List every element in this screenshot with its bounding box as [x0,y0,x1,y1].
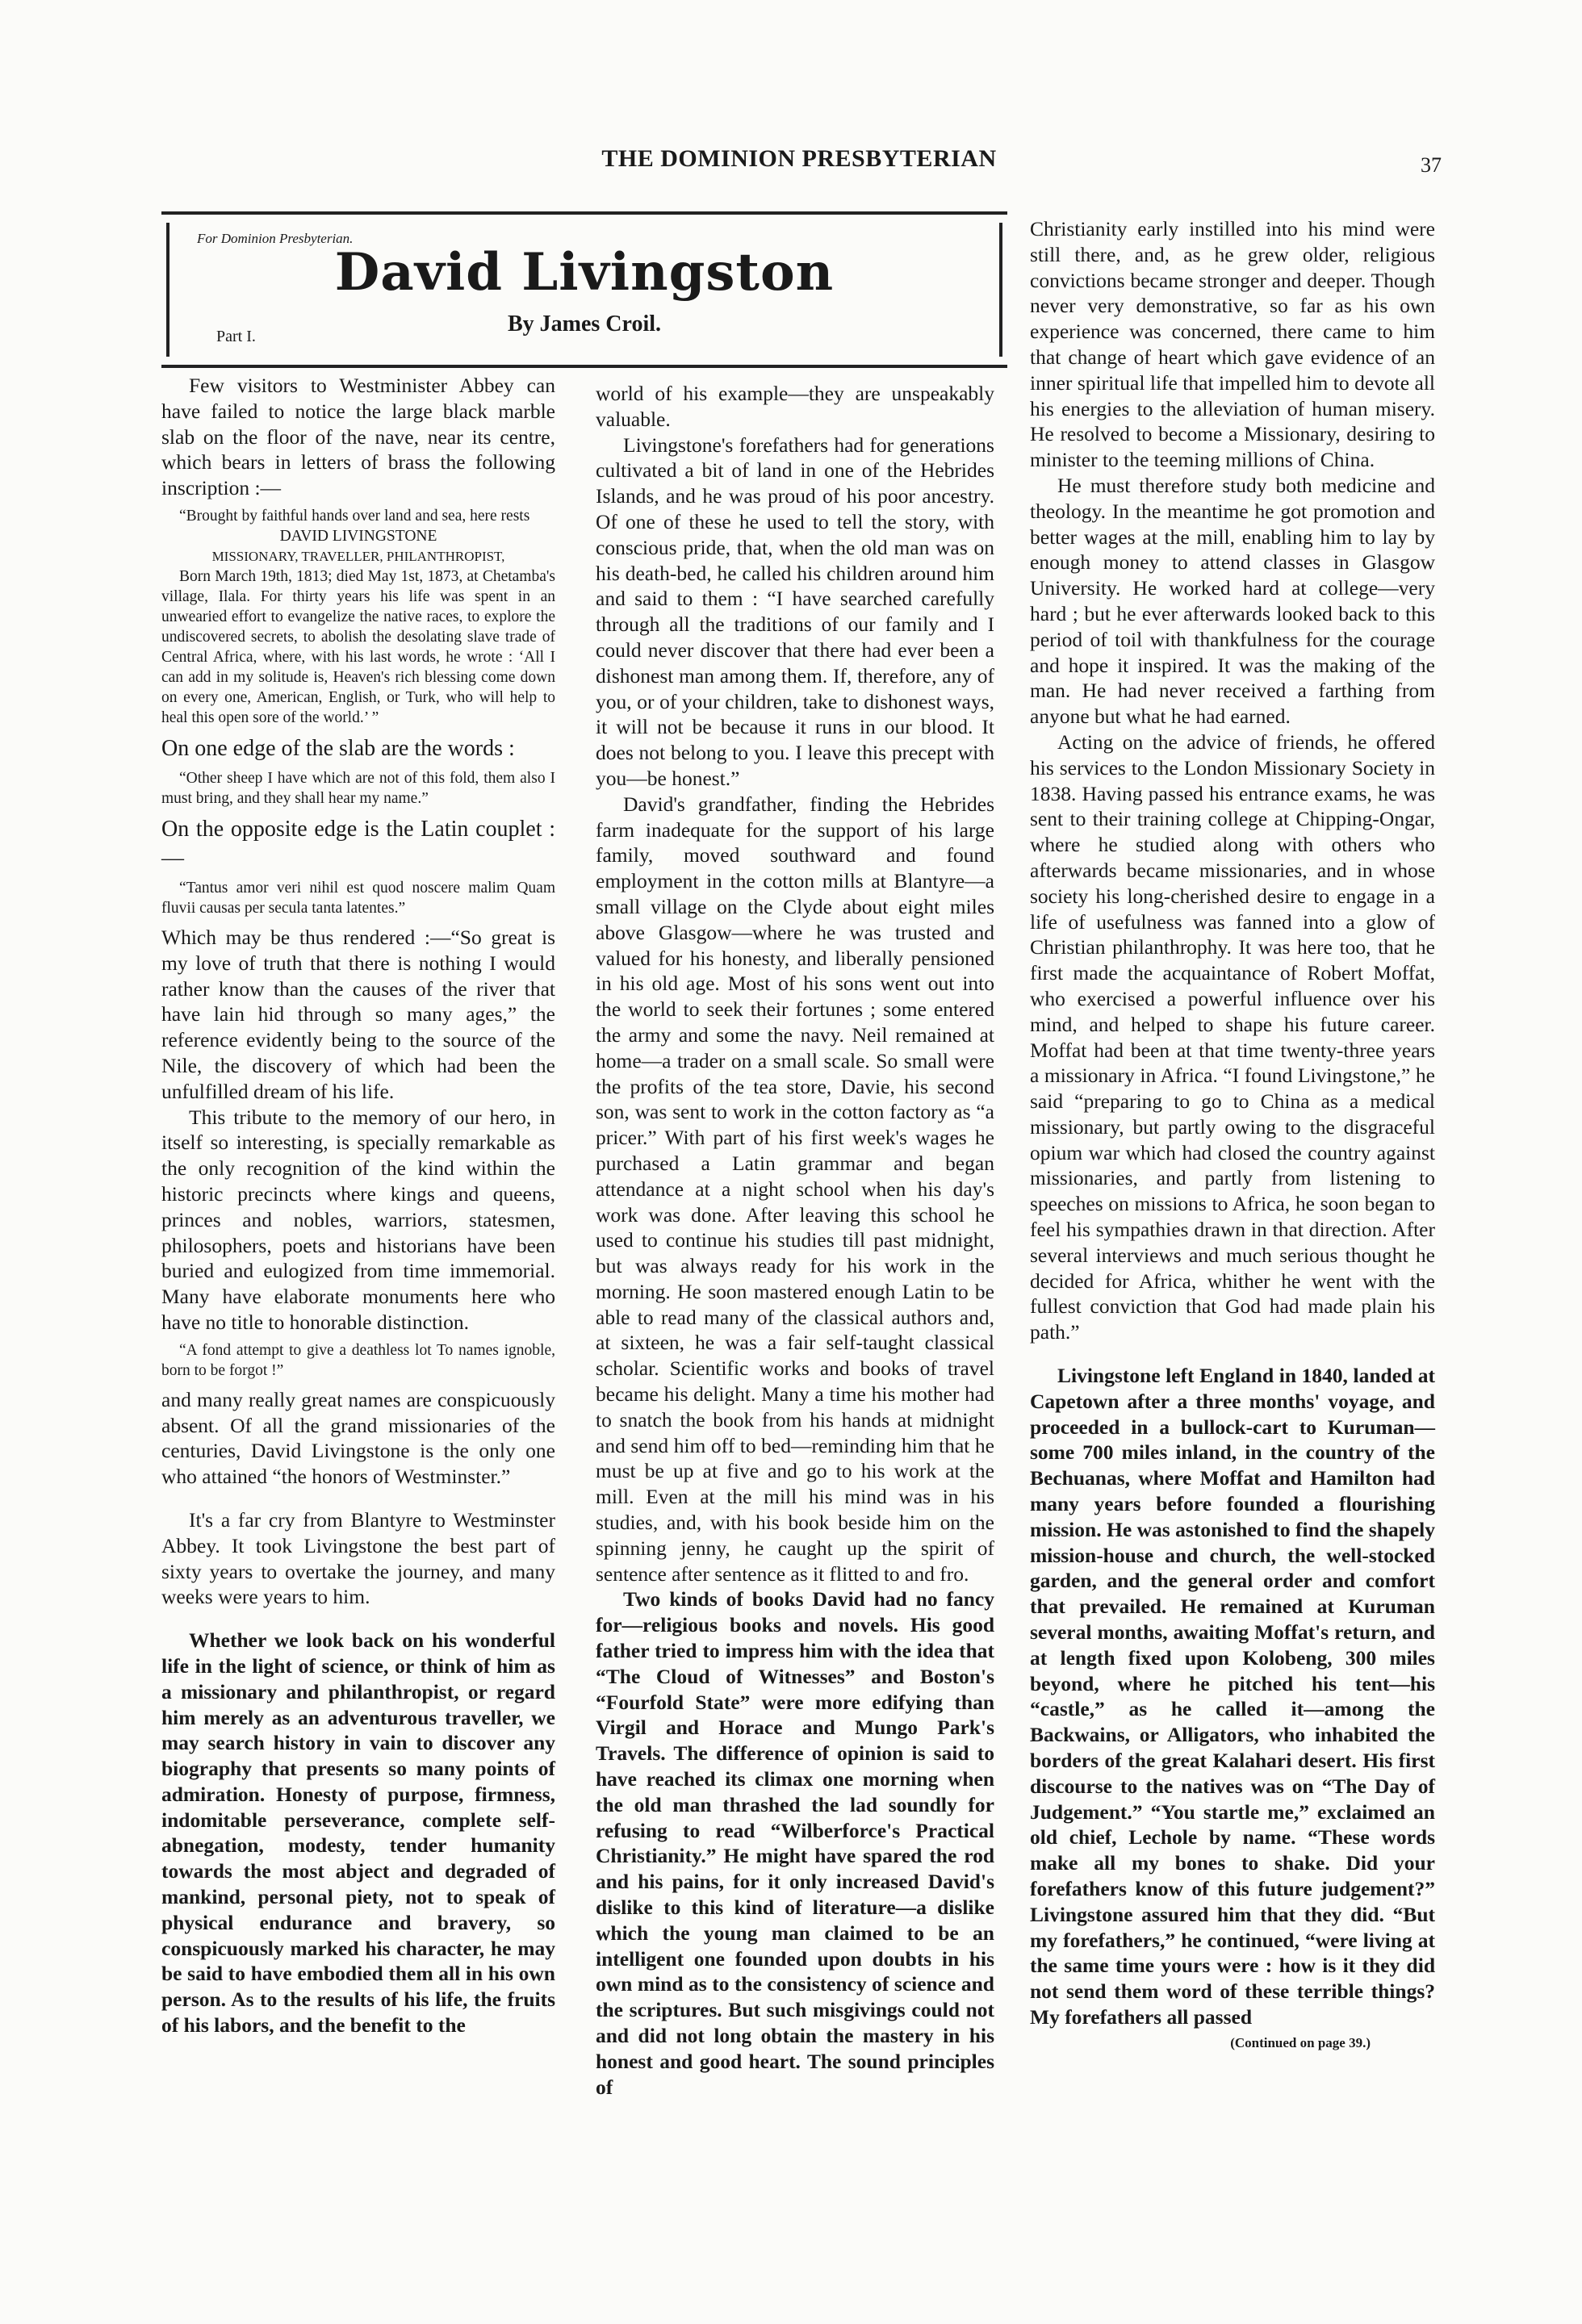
column-3 [1030,216,1435,2056]
paragraph: Livingstone left England in 1840, landed at Capetown after a three months' voyage, and proceeded in a bullock-cart to Kuruman—some 700 miles inland, in the country of the Bechuanas, where Moffat and Hamilton had many years before founded a flourishing mission. He was astonished to find the shapely mission-house and church, the well-stocked garden, and the general order and comfort that prevailed. He remained at Kuruman several months, awaiting Moffat's return, and at length fixed upon Kolobeng, 300 miles beyond, where he pitched his tent—his “castle,” as he called it—among the Backwains, or Alligators, who inhabited the borders of the great Kalahari desert. His first discourse to the natives was on “The Day of Judgement.” “You startle me,” exclaimed an old chief, Lechole by name. “These words make all my bones to shake. Did your forefathers know of this future judgement?” Livingstone assured him that they did. “But my forefathers,” he continued, “were living at the same time yours were : how is it they did not send them word of these terrible things? My forefathers all passed [1030,1364,1435,2029]
verse-block [161,1340,555,1381]
edge-quote: “Other sheep I have which are not of this fold, them also I must bring, and they shall hear my name.” [161,769,555,807]
paragraph: world of his example—they are unspeakably valuable. [596,382,994,431]
opposite-label: On the opposite edge is the Latin couplet :— [161,816,555,871]
verse: “A fond attempt to give a deathless lot To names ignoble, born to be forgot !” [161,1341,555,1379]
continued-note: (Continued on page 39.) [1230,2034,1371,2050]
paragraph: Two kinds of books David had no fancy for—religious books and novels. His good father tried to impress him with the idea that “The Cloud of Witnesses” and Boston's “Fourfold State” were more edifying than Virgil and Horace and Mungo Park's Travels. The difference of opinion is said to have reached its climax one morning when the old man thrashed the lad soundly for refusing to read “Wilberforce's Practical Christianity.” He might have spared the rod and his pains, for it only increased David's dislike to this kind of literature—a dislike which the young man claimed to be an intelligent one founded upon doubts in his own mind as to the consistency of science and the scriptures. But such misgivings could not and did not long obtain the mastery in his honest and good heart. The sound principles of [596,1587,994,2099]
paragraph: It's a far cry from Blantyre to Westminster Abbey. It took Livingstone the best part of sixty years to overtake the journey, and many weeks were years to him. [161,1507,555,1609]
paragraph: Acting on the advice of friends, he offered his services to the London Missionary Society in 1838. Having passed his entrance exams, he was sent to their training college at Chipping-Ongar, where he studied along with others who afterwards became missionaries, and in whose society his long-cherished desire to engage in a life of usefulness was fanned into a glow of Christian philanthrophy. It was here too, that he first made the acquaintance of Robert Moffat, who exercised a powerful influence over his mind, and helped to shape his future career. Moffat had been at that time twenty-three years a missionary in Africa. “I found Livingstone,” he said “preparing to go to China as a medical missionary, but partly owing to the disgraceful opium war which had closed the country against missionaries, and partly from listening to speeches on missions to Africa, he soon began to feel his sympathies drawn in that direction. After several interviews and much serious thought he decided for Africa, whither he went with the fullest conviction that God had made plain his path.” [1030,729,1435,1344]
column-2 [596,381,994,2100]
inscription [161,506,555,728]
article-title: David Livingston [334,242,835,303]
paragraph: and many really great names are conspicuously absent. Of all the grand missionaries of the centuries, David Livingstone is the only one who attained “the honors of Westminster.” [161,1387,555,1489]
inscription-intro: “Brought by faithful hands over land and sea, here rests [179,507,530,525]
paragraph: Few visitors to Westminister Abbey can have failed to notice the large black marble slab on the floor of the nave, near its centre, which bears in letters of brass the following inscription :— [161,374,555,500]
inscription-body: Born March 19th, 1813; died May 1st, 1873, at Chetamba's village, Ilala. For thirty years his life was spent in an unwearied effort to evangelize the native races, to explore the undiscovered secrets, to abolish the desolating slave trade of Central Africa, where, with his last words, he wrote : ‘All I can add in my solitude is, Heaven's rich blessing come down on every one, American, English, or Turk, who will help to heal this open sore of the world.’ ” [161,567,555,726]
latin-quote: “Tantus amor veri nihil est quod noscere malim Quam fluvii causas per secula tanta latentes.” [161,879,555,917]
byline: By James Croil. [507,311,662,336]
paragraph: Christianity early instilled into his mind were still there, and, as he grew older, religious convictions became stronger and deeper. Though never very demonstrative, so far as his own experience was concerned, there came to him that change of heart which gave evidence of an inner spiritual life that impelled him to devote all his energies to the alleviation of human misery. He resolved to become a Missionary, desiring to minister to the teeming millions of China. [1030,217,1435,472]
edge-quote-block [161,768,555,809]
page-number: 37 [1421,153,1442,177]
edge-label: On one edge of the slab are the words : [161,735,515,761]
paragraph: Livingstone's forefathers had for generations cultivated a bit of land in one of the Hebrides Islands, and he was proud of his poor ancestry. Of one of these he used to tell the story, with conscious pride, that, when the old man was on his death-bed, he called his children around him and said to them : “I have searched carefully through all the traditions of our family and I could never discover that there had ever been a dishonest man among them. If, therefore, any of you, or of your children, take to dishonest ways, it will not be because it runs in our blood. It does not belong to you. I leave this precept with you—be honest.” [596,433,994,790]
paragraph: Whether we look back on his wonderful life in the light of science, or think of him as a missionary and philanthropist, or regard him merely as an adventurous traveller, we may search history in vain to discover any biography that presents so many points of admiration. Honesty of purpose, firmness, indomitable perseverance, complete self-abnegation, modesty, tender humanity towards the most abject and degraded of mankind, personal piety, not to speak of physical endurance and bravery, so conspicuously marked his character, he may be said to have embodied them all in his own person. As to the results of his life, the fruits of his labors, and the benefit to the [161,1628,555,2038]
paragraph: Which may be thus rendered :—“So great is my love of truth that there is nothing I would rather know than the causes of the river that have lain hid through so many ages,” the reference evidently being to the source of the Nile, the discovery of which had been the unfulfilled dream of his life. [161,925,555,1103]
paragraph: He must therefore study both medicine and theology. In the meantime he got promotion and better wages at the mill, enabling him to lay by enough money to attend classes in Glasgow University. He worked hard at college—very hard ; but he ever afterwards looked back to this period of toil with thankfulness for the courage and hope it inspired. It was the making of the man. He had never received a farthing from anyone but what he had earned. [1030,473,1435,729]
page-header [0,145,1582,194]
part-label: Part I. [216,328,256,345]
title-box [161,211,1007,368]
inscription-name: DAVID LIVINGSTONE [279,527,437,545]
for-line: For Dominion Presbyterian. [197,231,354,246]
paragraph: David's grandfather, finding the Hebrides farm inadequate for the support of his large family, moved southward and found employment in the cotton mills at Blantyre—a small village on the Clyde about eight miles above Glasgow—where he was trusted and valued for his honesty, and liberally pensioned in his old age. Most of his sons went out into the world to seek their fortunes ; some entered the army and some the navy. Neil remained at home—a trader on a small scale. So small were the profits of the tea store, Davie, his second son, was sent to work in the cotton factory as “a pricer.” With part of his first week's wages he purchased a Latin grammar and began attendance at a night school when his day's work was done. After leaving this school he used to continue his studies till past midnight, but was always ready for his work in the morning. He soon mastered enough Latin to be able to read many of the classical authors and, at sixteen, he was a fair self-taught classical scholar. Scientific works and books of travel became his delight. Many a time his mother had to snatch the book from his hands at midnight and send him off to bed—reminding him that he must be up at five and go to his work at the mill. Even at the mill his mind was in his studies, and, with his book beside him on the spinning jenny, he caught up the spirit of sentence after sentence as it flitted to and fro. [596,792,994,1586]
inscription-titles: MISSIONARY, TRAVELLER, PHILANTHROPIST, [211,548,505,564]
masthead: THE DOMINION PRESBYTERIAN [601,145,997,172]
latin-quote-block [161,878,555,918]
paragraph: This tribute to the memory of our hero, in itself so interesting, is specially remarkable as the only recognition of the kind within the historic precincts where kings and queens, princes and nobles, warriors, statesmen, philosophers, poets and historians have been buried and eulogized from time immemorial. Many have elaborate monuments here who have no title to honorable distinction. [161,1105,555,1334]
column-1 [161,373,555,2038]
